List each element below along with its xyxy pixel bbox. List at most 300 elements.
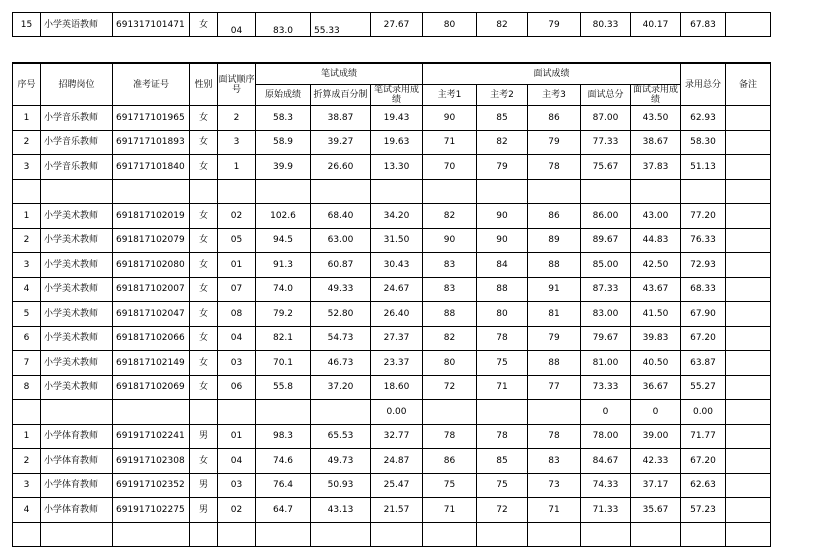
final-score-cell: 67.90: [681, 302, 726, 327]
interviewer-2-cell: [477, 400, 528, 425]
note-cell: [726, 106, 771, 131]
gender-cell: 女: [190, 13, 218, 37]
interview-score-cell: 35.67: [631, 498, 681, 523]
score-table: [12, 62, 771, 547]
interviewer-3-cell: 91: [528, 277, 581, 302]
order-cell: 03: [218, 473, 256, 498]
order-cell: 1: [218, 155, 256, 180]
exam-id-cell: 691817102149: [113, 351, 190, 376]
header-interviewer-3: 主考3: [528, 85, 581, 106]
interviewer-1-cell: 75: [423, 473, 477, 498]
interview-score-cell: 0: [631, 400, 681, 425]
final-score-cell: [681, 522, 726, 547]
note-cell: [726, 228, 771, 253]
table-row: [13, 179, 771, 204]
table-row: [13, 228, 771, 253]
gender-cell: [190, 522, 218, 547]
post-cell: 小学美术教师: [41, 375, 113, 400]
order-cell: 3: [218, 130, 256, 155]
header-order: 面试顺序号: [218, 63, 256, 106]
interviewer-2-cell: [477, 179, 528, 204]
header-interview-score: 面试录用成绩: [631, 85, 681, 106]
exam-id-cell: 691917102275: [113, 498, 190, 523]
interview-total-cell: 89.67: [581, 228, 631, 253]
interviewer-3-cell: 81: [528, 302, 581, 327]
written-score-cell: 0.00: [371, 400, 423, 425]
order-cell: [218, 400, 256, 425]
table-row: [13, 13, 771, 37]
exam-id-cell: 691817102007: [113, 277, 190, 302]
raw-score-cell: 102.6: [256, 204, 311, 229]
interview-score-cell: 39.00: [631, 424, 681, 449]
seq-cell: 7: [13, 351, 41, 376]
order-cell: 04: [218, 326, 256, 351]
note-cell: [726, 204, 771, 229]
converted-score-cell: 49.73: [311, 449, 371, 474]
note-cell: [726, 179, 771, 204]
written-score-cell: 25.47: [371, 473, 423, 498]
gender-cell: 女: [190, 106, 218, 131]
interview-total-cell: 73.33: [581, 375, 631, 400]
converted-score-cell: 68.40: [311, 204, 371, 229]
raw-score-cell: 70.1: [256, 351, 311, 376]
final-score-cell: 67.20: [681, 326, 726, 351]
interviewer-2-cell: 72: [477, 498, 528, 523]
converted-score-cell: [311, 400, 371, 425]
interviewer-1-cell: 72: [423, 375, 477, 400]
table-row: [13, 302, 771, 327]
gender-cell: 男: [190, 498, 218, 523]
interviewer-1-cell: 90: [423, 228, 477, 253]
seq-cell: 1: [13, 204, 41, 229]
order-cell: 2: [218, 106, 256, 131]
interviewer-2-cell: 75: [477, 473, 528, 498]
table-row: [13, 253, 771, 278]
header-written-group: 笔试成绩: [256, 63, 423, 85]
seq-cell: 5: [13, 302, 41, 327]
final-score-cell: 0.00: [681, 400, 726, 425]
order-cell: 04: [218, 449, 256, 474]
header-interview-total: 面试总分: [581, 85, 631, 106]
interview-score-cell: 44.83: [631, 228, 681, 253]
gender-cell: 女: [190, 302, 218, 327]
interview-total-cell: 86.00: [581, 204, 631, 229]
interview-score-cell: [631, 179, 681, 204]
table-row: [13, 277, 771, 302]
interviewer-3-cell: 77: [528, 375, 581, 400]
interview-score-cell: 37.83: [631, 155, 681, 180]
written-score-cell: 24.67: [371, 277, 423, 302]
post-cell: 小学美术教师: [41, 326, 113, 351]
table-row: [13, 351, 771, 376]
order-cell: 01: [218, 253, 256, 278]
interviewer-3-cell: [528, 179, 581, 204]
order-cell: 02: [218, 204, 256, 229]
interviewer-2-cell: 82: [477, 13, 528, 37]
post-cell: 小学体育教师: [41, 473, 113, 498]
interview-total-cell: 74.33: [581, 473, 631, 498]
interviewer-3-cell: [528, 400, 581, 425]
exam-id-cell: 691717101965: [113, 106, 190, 131]
final-score-cell: 67.20: [681, 449, 726, 474]
gender-cell: 女: [190, 155, 218, 180]
interviewer-3-cell: 79: [528, 130, 581, 155]
interviewer-3-cell: 88: [528, 253, 581, 278]
written-score-cell: 24.87: [371, 449, 423, 474]
interviewer-1-cell: 86: [423, 449, 477, 474]
final-score-cell: 62.63: [681, 473, 726, 498]
post-cell: 小学美术教师: [41, 204, 113, 229]
interviewer-2-cell: 90: [477, 228, 528, 253]
interviewer-2-cell: 78: [477, 326, 528, 351]
table-row: [13, 522, 771, 547]
raw-score-cell: [256, 179, 311, 204]
note-cell: [726, 302, 771, 327]
interviewer-3-cell: 79: [528, 13, 581, 37]
interview-total-cell: 85.00: [581, 253, 631, 278]
exam-id-cell: 691817102066: [113, 326, 190, 351]
raw-score-cell: 76.4: [256, 473, 311, 498]
converted-score-cell: 37.20: [311, 375, 371, 400]
written-score-cell: 34.20: [371, 204, 423, 229]
gender-cell: 女: [190, 130, 218, 155]
exam-id-cell: 691817102080: [113, 253, 190, 278]
interview-total-cell: 81.00: [581, 351, 631, 376]
seq-cell: 3: [13, 473, 41, 498]
interview-score-cell: 39.83: [631, 326, 681, 351]
raw-score-cell: 79.2: [256, 302, 311, 327]
exam-id-cell: [113, 400, 190, 425]
interviewer-3-cell: 73: [528, 473, 581, 498]
seq-cell: [13, 179, 41, 204]
post-cell: 小学美术教师: [41, 253, 113, 278]
interview-total-cell: 79.67: [581, 326, 631, 351]
seq-cell: 2: [13, 449, 41, 474]
written-score-cell: 27.37: [371, 326, 423, 351]
interviewer-1-cell: [423, 522, 477, 547]
post-cell: 小学音乐教师: [41, 106, 113, 131]
written-score-cell: 19.43: [371, 106, 423, 131]
interview-score-cell: 38.67: [631, 130, 681, 155]
written-score-cell: 27.67: [371, 13, 423, 37]
converted-score-cell: 60.87: [311, 253, 371, 278]
exam-id-cell: 691817102047: [113, 302, 190, 327]
post-cell: [41, 522, 113, 547]
converted-score-cell: 26.60: [311, 155, 371, 180]
raw-score-cell: 64.7: [256, 498, 311, 523]
final-score-cell: 72.93: [681, 253, 726, 278]
seq-cell: 8: [13, 375, 41, 400]
interview-score-cell: 43.67: [631, 277, 681, 302]
seq-cell: 2: [13, 130, 41, 155]
exam-id-cell: 691917102241: [113, 424, 190, 449]
final-score-cell: 57.23: [681, 498, 726, 523]
converted-score-cell: 65.53: [311, 424, 371, 449]
final-score-cell: 71.77: [681, 424, 726, 449]
header-written-score: 笔试录用成绩: [371, 85, 423, 106]
written-score-cell: 26.40: [371, 302, 423, 327]
interview-total-cell: 87.33: [581, 277, 631, 302]
note-cell: [726, 13, 771, 37]
interview-total-cell: [581, 522, 631, 547]
seq-cell: [13, 400, 41, 425]
interviewer-1-cell: 83: [423, 277, 477, 302]
post-cell: 小学音乐教师: [41, 155, 113, 180]
written-score-cell: [371, 179, 423, 204]
interviewer-1-cell: [423, 179, 477, 204]
note-cell: [726, 130, 771, 155]
note-cell: [726, 498, 771, 523]
converted-score-cell: 46.73: [311, 351, 371, 376]
table-row: [13, 204, 771, 229]
interviewer-1-cell: 88: [423, 302, 477, 327]
interviewer-3-cell: 79: [528, 326, 581, 351]
interviewer-1-cell: 90: [423, 106, 477, 131]
written-score-cell: 23.37: [371, 351, 423, 376]
post-cell: 小学美术教师: [41, 351, 113, 376]
seq-cell: 4: [13, 498, 41, 523]
converted-score-cell: 54.73: [311, 326, 371, 351]
gender-cell: 女: [190, 351, 218, 376]
interviewer-2-cell: [477, 522, 528, 547]
table-row: [13, 130, 771, 155]
table-row: [13, 106, 771, 131]
note-cell: [726, 522, 771, 547]
converted-score-cell: [311, 522, 371, 547]
seq-cell: 6: [13, 326, 41, 351]
final-score-cell: 76.33: [681, 228, 726, 253]
final-score-cell: 58.30: [681, 130, 726, 155]
interviewer-2-cell: 78: [477, 424, 528, 449]
interviewer-1-cell: 70: [423, 155, 477, 180]
seq-cell: 1: [13, 424, 41, 449]
raw-score-cell: 74.0: [256, 277, 311, 302]
exam-id-cell: 691717101840: [113, 155, 190, 180]
header-note: 备注: [726, 63, 771, 106]
order-cell: [218, 522, 256, 547]
exam-id-cell: 691817102069: [113, 375, 190, 400]
gender-cell: 男: [190, 424, 218, 449]
exam-id-cell: [113, 522, 190, 547]
interviewer-3-cell: 71: [528, 498, 581, 523]
interviewer-2-cell: 80: [477, 302, 528, 327]
exam-id-cell: 691717101893: [113, 130, 190, 155]
gender-cell: 女: [190, 375, 218, 400]
interview-total-cell: 77.33: [581, 130, 631, 155]
header-interview-group: 面试成绩: [423, 63, 681, 85]
order-cell: 03: [218, 351, 256, 376]
converted-score-cell: [311, 179, 371, 204]
written-score-cell: 18.60: [371, 375, 423, 400]
interviewer-2-cell: 90: [477, 204, 528, 229]
final-score-cell: [681, 179, 726, 204]
exam-id-cell: 691317101471: [113, 13, 190, 37]
note-cell: [726, 253, 771, 278]
final-score-cell: 77.20: [681, 204, 726, 229]
final-score-cell: 63.87: [681, 351, 726, 376]
previous-page-table: [12, 12, 771, 37]
interviewer-2-cell: 75: [477, 351, 528, 376]
interviewer-1-cell: 83: [423, 253, 477, 278]
interview-total-cell: 83.00: [581, 302, 631, 327]
post-cell: 小学音乐教师: [41, 130, 113, 155]
note-cell: [726, 400, 771, 425]
order-cell: 06: [218, 375, 256, 400]
header-final: 录用总分: [681, 63, 726, 106]
post-cell: 小学美术教师: [41, 228, 113, 253]
header-converted: 折算成百分制: [311, 85, 371, 106]
seq-cell: 15: [13, 13, 41, 37]
interviewer-3-cell: 88: [528, 351, 581, 376]
interview-total-cell: 0: [581, 400, 631, 425]
raw-score-cell: 91.3: [256, 253, 311, 278]
gender-cell: 女: [190, 253, 218, 278]
table-row: [13, 375, 771, 400]
note-cell: [726, 473, 771, 498]
converted-score-cell: 43.13: [311, 498, 371, 523]
converted-score-cell: 55.33: [311, 13, 371, 37]
post-cell: 小学美术教师: [41, 302, 113, 327]
order-cell: 07: [218, 277, 256, 302]
written-score-cell: 31.50: [371, 228, 423, 253]
interview-score-cell: [631, 522, 681, 547]
interviewer-1-cell: 78: [423, 424, 477, 449]
interviewer-2-cell: 71: [477, 375, 528, 400]
raw-score-cell: 55.8: [256, 375, 311, 400]
raw-score-cell: 83.0: [256, 13, 311, 37]
interviewer-3-cell: 89: [528, 228, 581, 253]
header-interviewer-1: 主考1: [423, 85, 477, 106]
raw-score-cell: [256, 522, 311, 547]
seq-cell: 1: [13, 106, 41, 131]
converted-score-cell: 38.87: [311, 106, 371, 131]
interviewer-1-cell: 82: [423, 326, 477, 351]
interviewer-3-cell: 86: [528, 204, 581, 229]
raw-score-cell: [256, 400, 311, 425]
exam-id-cell: 691917102352: [113, 473, 190, 498]
final-score-cell: 51.13: [681, 155, 726, 180]
note-cell: [726, 449, 771, 474]
header-gender: 性别: [190, 63, 218, 106]
interview-score-cell: 41.50: [631, 302, 681, 327]
seq-cell: 3: [13, 253, 41, 278]
final-score-cell: 62.93: [681, 106, 726, 131]
note-cell: [726, 375, 771, 400]
interviewer-3-cell: [528, 522, 581, 547]
gender-cell: [190, 179, 218, 204]
interviewer-3-cell: 83: [528, 449, 581, 474]
seq-cell: 4: [13, 277, 41, 302]
table-body: [13, 106, 771, 547]
header-seq: 序号: [13, 63, 41, 106]
interview-score-cell: 40.17: [631, 13, 681, 37]
gender-cell: 女: [190, 228, 218, 253]
interviewer-2-cell: 85: [477, 449, 528, 474]
converted-score-cell: 39.27: [311, 130, 371, 155]
exam-id-cell: 691817102079: [113, 228, 190, 253]
order-cell: 04: [218, 13, 256, 37]
interviewer-3-cell: 86: [528, 106, 581, 131]
raw-score-cell: 98.3: [256, 424, 311, 449]
gender-cell: [190, 400, 218, 425]
order-cell: 05: [218, 228, 256, 253]
order-cell: [218, 179, 256, 204]
interviewer-2-cell: 84: [477, 253, 528, 278]
seq-cell: [13, 522, 41, 547]
final-score-cell: 67.83: [681, 13, 726, 37]
gender-cell: 女: [190, 204, 218, 229]
order-cell: 02: [218, 498, 256, 523]
interview-score-cell: 40.50: [631, 351, 681, 376]
table-row: [13, 424, 771, 449]
table-row: [13, 473, 771, 498]
interview-total-cell: 84.67: [581, 449, 631, 474]
header-raw: 原始成绩: [256, 85, 311, 106]
interview-score-cell: 43.00: [631, 204, 681, 229]
table-row: [13, 449, 771, 474]
written-score-cell: 13.30: [371, 155, 423, 180]
order-cell: 01: [218, 424, 256, 449]
converted-score-cell: 49.33: [311, 277, 371, 302]
raw-score-cell: 94.5: [256, 228, 311, 253]
final-score-cell: 55.27: [681, 375, 726, 400]
post-cell: 小学体育教师: [41, 449, 113, 474]
interviewer-2-cell: 82: [477, 130, 528, 155]
note-cell: [726, 277, 771, 302]
interview-score-cell: 42.50: [631, 253, 681, 278]
interviewer-1-cell: [423, 400, 477, 425]
interview-total-cell: 75.67: [581, 155, 631, 180]
written-score-cell: 21.57: [371, 498, 423, 523]
post-cell: [41, 400, 113, 425]
table-row: [13, 498, 771, 523]
note-cell: [726, 326, 771, 351]
exam-id-cell: 691817102019: [113, 204, 190, 229]
interviewer-1-cell: 80: [423, 13, 477, 37]
interview-total-cell: 71.33: [581, 498, 631, 523]
gender-cell: 男: [190, 473, 218, 498]
raw-score-cell: 58.3: [256, 106, 311, 131]
header-exam-id: 准考证号: [113, 63, 190, 106]
converted-score-cell: 52.80: [311, 302, 371, 327]
exam-id-cell: 691917102308: [113, 449, 190, 474]
interviewer-3-cell: 78: [528, 155, 581, 180]
note-cell: [726, 351, 771, 376]
interview-score-cell: 37.17: [631, 473, 681, 498]
header-row: [13, 63, 771, 85]
gender-cell: 女: [190, 277, 218, 302]
post-cell: [41, 179, 113, 204]
table-row: [13, 400, 771, 425]
interview-total-cell: 80.33: [581, 13, 631, 37]
post-cell: 小学体育教师: [41, 424, 113, 449]
interviewer-1-cell: 71: [423, 130, 477, 155]
header-interviewer-2: 主考2: [477, 85, 528, 106]
gender-cell: 女: [190, 449, 218, 474]
interviewer-1-cell: 80: [423, 351, 477, 376]
interviewer-1-cell: 71: [423, 498, 477, 523]
raw-score-cell: 82.1: [256, 326, 311, 351]
interviewer-2-cell: 79: [477, 155, 528, 180]
note-cell: [726, 424, 771, 449]
interviewer-1-cell: 82: [423, 204, 477, 229]
interview-score-cell: 42.33: [631, 449, 681, 474]
interviewer-2-cell: 88: [477, 277, 528, 302]
gender-cell: 女: [190, 326, 218, 351]
written-score-cell: 32.77: [371, 424, 423, 449]
raw-score-cell: 39.9: [256, 155, 311, 180]
post-cell: 小学英语教师: [41, 13, 113, 37]
